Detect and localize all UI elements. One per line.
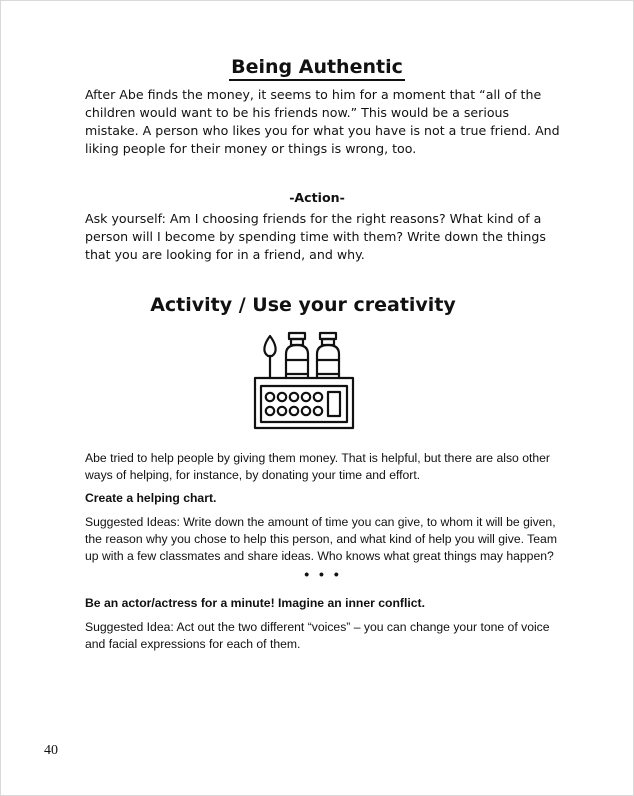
actor-text: Suggested Idea: Act out the two different “voices” – you can change your tone of voice and facial expressions for each of them. [85,620,550,651]
section-title: Being Authentic [0,56,634,78]
helping-chart-text: Suggested Ideas: Write down the amount of time you can give, to whom it will be given, the reason why you chose to help this person, and what kind of help you will give. Team up with a few classmates and share ideas. Who knows what great things may happen? [85,515,557,563]
helping-chart-heading: Create a helping chart. [85,491,217,505]
action-paragraph: Ask yourself: Am I choosing friends for the right reasons? What kind of a person will I become by spending time with them? Write down the things that you are looking for in a friend, and why. [85,211,546,262]
intro-paragraph: After Abe finds the money, it seems to him for a moment that “all of the children would want to be his friends now.” This would be a serious mistake. A person who likes you for what you have is not a true friend. And liking people for their money or things is wrong, too. [85,87,560,156]
activity-intro: Abe tried to help people by giving them money. That is helpful, but there are also other ways of helping, for instance, by donating your time and effort. [85,451,550,482]
paint-set-icon [252,330,356,430]
page-number: 40 [44,743,58,758]
actor-heading: Be an actor/actress for a minute! Imagine an inner conflict. [85,596,425,610]
separator-dots: • • • [304,566,342,582]
action-label: -Action- [289,190,345,205]
activity-title: Activity / Use your creativity [150,294,456,316]
